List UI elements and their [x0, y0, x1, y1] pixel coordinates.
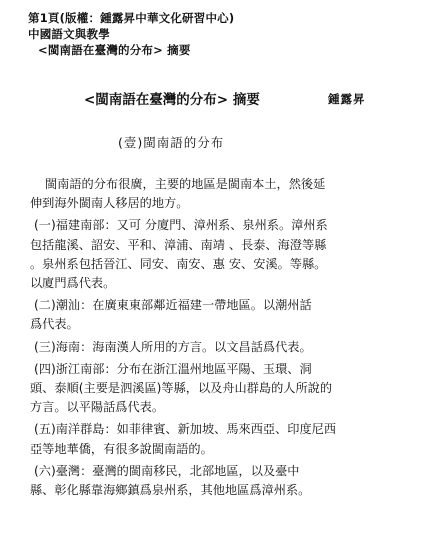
item-line: (三)海南：海南漢人所用的方言。以文昌話爲代表。 — [34, 339, 312, 354]
section-heading: (壹)閩南語的分布 — [118, 135, 225, 150]
document-body — [30, 175, 405, 500]
item-line: (一)福建南部：又可 分廈門、漳州系、泉州系。漳州系 — [34, 218, 328, 233]
item-nanyang — [30, 420, 405, 458]
intro-line: 伸到海外閩南人移居的地方。 — [30, 196, 189, 211]
item-line: 包括龍溪、詔安、平和、漳浦、南靖 、長泰、海澄等縣 — [30, 237, 327, 252]
item-line: 爲代表。 — [30, 317, 79, 332]
page-header — [28, 10, 234, 58]
document-title: <閩南語在臺灣的分布> 摘要 — [84, 92, 260, 108]
item-line: 縣、彰化縣靠海鄉鎮爲泉州系，其他地區爲漳州系。 — [30, 483, 311, 498]
title-row — [84, 88, 404, 108]
journal-line: 中國語文與教學 — [28, 27, 110, 41]
item-fujian — [30, 216, 405, 293]
item-line: 亞等地華僑，有很多說閩南語的。 — [30, 441, 213, 456]
item-hainan — [30, 338, 405, 357]
item-zhejiang — [30, 360, 405, 418]
item-line: 。泉州系包括晉江、同安、南安、惠 安、安溪。等縣。 — [30, 256, 327, 271]
item-line: (四)浙江南部：分布在浙江溫州地區平陽、玉環、洞 — [34, 361, 312, 376]
copyright-line: 第1頁(版權：鍾露昇中華文化研習中心) — [28, 11, 235, 25]
item-taiwan — [30, 462, 405, 500]
item-line: (二)潮汕：在廣東東部鄰近福建一帶地區。以潮州話 — [34, 298, 312, 313]
intro-line: 閩南語的分布很廣，主要的地區是閩南本土，然後延 — [45, 177, 326, 191]
article-line: <閩南語在臺灣的分布> 摘要 — [38, 43, 191, 57]
item-line: 方言。以平陽話爲代表。 — [30, 400, 165, 415]
intro-paragraph — [30, 175, 405, 213]
item-line: 以廈門爲代表。 — [30, 276, 116, 291]
item-chaoshan — [30, 296, 405, 334]
item-line: (五)南洋群島：如菲律賓、新加坡、馬來西亞、印度尼西 — [34, 422, 337, 437]
item-line: (六)臺灣：臺灣的閩南移民，北部地區，以及臺中 — [34, 463, 300, 478]
author-name: 鍾露昇 — [328, 92, 366, 106]
item-line: 頭、泰順(主要是泗溪區)等縣，以及舟山群島的人所說的 — [30, 381, 333, 396]
